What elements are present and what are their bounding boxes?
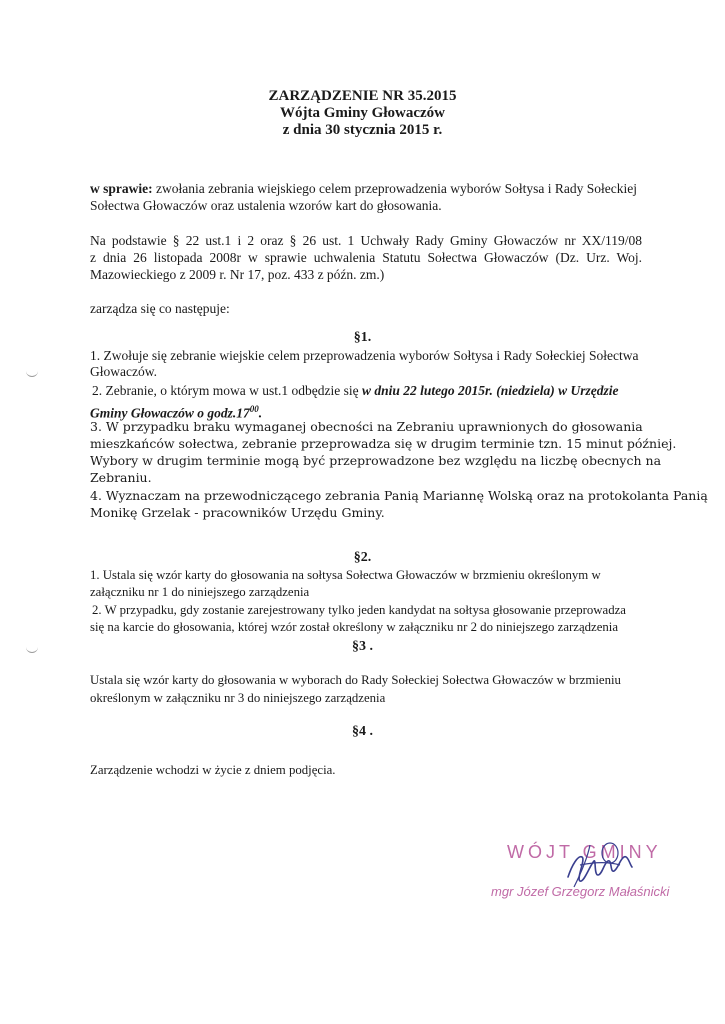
stamp-title: WÓJT GMINY bbox=[507, 842, 662, 862]
sec2-p1-line-1: 1. Ustala się wzór karty do głosowania na sołtysa Sołectwa Głowaczów w brzmieniu określonym w bbox=[90, 568, 601, 582]
sec1-p1-line-2: Głowaczów. bbox=[90, 364, 157, 379]
basis-line-1: Na podstawie § 22 ust.1 i 2 oraz § 26 ust. 1 Uchwały Rady Gminy Głowaczów nr XX/119/08 bbox=[90, 233, 642, 248]
sec2-p1-line-2: załączniku nr 1 do niniejszego zarządzenia bbox=[90, 585, 310, 599]
subject-line-2: Sołectwa Głowaczów oraz ustalenia wzorów kart do głosowania. bbox=[90, 198, 442, 213]
section-2-heading: §2. bbox=[353, 550, 372, 565]
subject-line-1 bbox=[90, 181, 637, 197]
sec1-p3-line-1: 3. W przypadku braku wymaganej obecności na Zebraniu uprawnionych do głosowania bbox=[90, 419, 643, 434]
sec1-p3-line-2: mieszkańców sołectwa, zebranie przeprowadza się w drugim terminie tzn. 15 minut później. bbox=[90, 436, 677, 451]
sec1-p2-minutes: 00 bbox=[249, 404, 259, 414]
sec1-p2-period: . bbox=[258, 405, 263, 421]
sec1-p3-line-3: Wybory w drugim terminie mogą być przeprowadzone bez względu na liczbę obecnych na bbox=[90, 453, 662, 468]
section-3-heading: §3 . bbox=[352, 639, 373, 654]
document-title: ZARZĄDZENIE NR 35.2015 bbox=[268, 88, 457, 104]
sec2-p2-line-2: się na karcie do głosowania, której wzór został określony w załączniku nr 2 do niniejszego zarządzenia bbox=[90, 620, 619, 634]
sec1-p2-text: 2. Zebranie, o którym mowa w ust.1 odbędzie się bbox=[92, 383, 359, 398]
sec1-p2-line-1 bbox=[92, 383, 618, 399]
sec2-p2-line-1: 2. W przypadku, gdy zostanie zarejestrowany tylko jeden kandydat na sołtysa głosowanie przeprowadza bbox=[92, 603, 626, 617]
sec4-line-1: Zarządzenie wchodzi w życie z dniem podjęcia. bbox=[90, 763, 336, 777]
basis-line-2: z dnia 26 listopada 2008r w sprawie uchwalenia Statutu Sołectwa Głowaczów (Dz. Urz. Woj. bbox=[90, 250, 642, 265]
document-issuer: Wójta Gminy Głowaczów bbox=[280, 105, 445, 121]
subject-label: w sprawie: bbox=[90, 181, 153, 196]
punch-hole-mark bbox=[26, 370, 38, 377]
intro-text: zarządza się co następuje: bbox=[90, 301, 230, 316]
sec1-p4-line-1: 4. Wyznaczam na przewodniczącego zebrania Panią Mariannę Wolską oraz na protokolanta Panią bbox=[90, 488, 708, 503]
sec1-p1-line-1: 1. Zwołuje się zebranie wiejskie celem przeprowadzenia wyborów Sołtysa i Rady Sołeckiej Sołectwa bbox=[90, 348, 639, 363]
basis-line-3: Mazowieckiego z 2009 r. Nr 17, poz. 433 z późn. zm.) bbox=[90, 267, 385, 282]
section-1-heading: §1. bbox=[353, 330, 372, 345]
sec1-p2-date: w dniu 22 lutego 2015r. (niedziela) w Urzędzie bbox=[361, 383, 619, 398]
sec3-line-1: Ustala się wzór karty do głosowania w wyborach do Rady Sołeckiej Sołectwa Głowaczów w brzmieniu bbox=[90, 673, 621, 687]
section-4-heading: §4 . bbox=[352, 724, 373, 739]
stamp-name: mgr Józef Grzegorz Małaśnicki bbox=[491, 884, 670, 899]
sec1-p3-line-4: Zebraniu. bbox=[90, 470, 152, 485]
document-date: z dnia 30 stycznia 2015 r. bbox=[282, 122, 443, 138]
sec1-p2-place-time: Gminy Głowaczów o godz.17 bbox=[90, 405, 250, 421]
subject-text-1: zwołania zebrania wiejskiego celem przeprowadzenia wyborów Sołtysa i Rady Sołeckiej bbox=[156, 181, 637, 196]
sec3-line-2: określonym w załączniku nr 3 do niniejszego zarządzenia bbox=[90, 691, 386, 705]
sec1-p4-line-2: Monikę Grzelak - pracowników Urzędu Gminy. bbox=[90, 505, 385, 520]
